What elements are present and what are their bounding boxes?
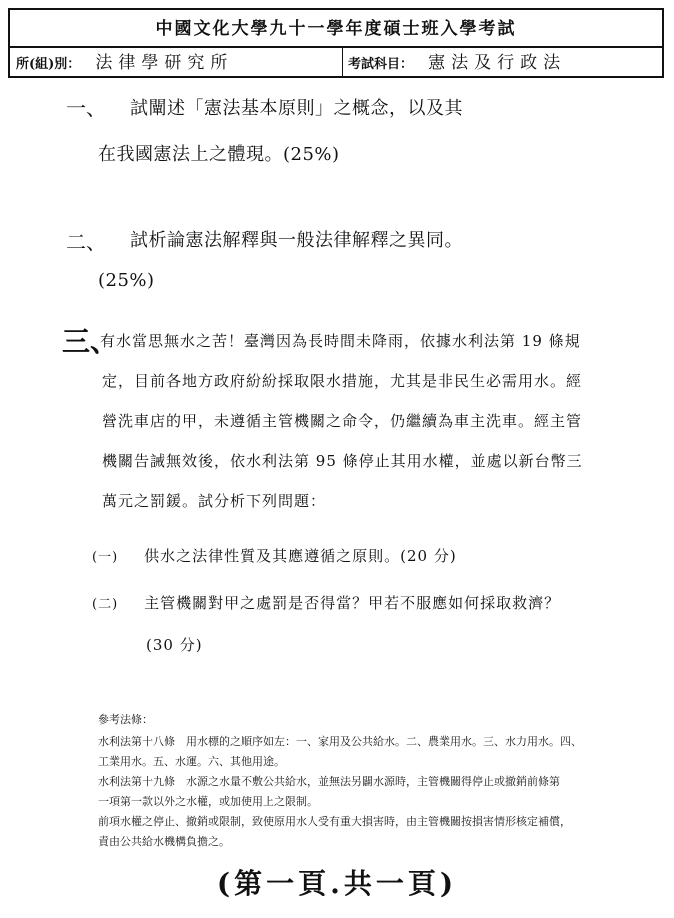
exam-header xyxy=(8,8,664,78)
question-3-sub-2 xyxy=(92,592,560,613)
reference-line-3: 水利法第十九條 水源之水量不敷公共給水，並無法另闢水源時，主管機關得停止或撤銷前條第 xyxy=(98,775,560,788)
sub-2-text: 主管機關對甲之處罰是否得當？甲若不服應如何採取救濟？ xyxy=(144,594,561,612)
question-3-body xyxy=(92,325,624,525)
question-3-line-1: 有水當思無水之苦！臺灣因為長時間未降雨，依據水利法第 19 條規 xyxy=(100,332,581,350)
question-2-number: 二、 xyxy=(66,230,106,254)
question-1-line-1: 試闡述「憲法基本原則」之概念，以及其 xyxy=(130,98,463,119)
reference-line-4: 一項第一款以外之水權，或加使用上之限制。 xyxy=(98,795,318,808)
subject-label: 考試科目： xyxy=(348,57,414,72)
question-3-number: 三、 xyxy=(62,325,119,358)
question-3-line-5: 萬元之罰鍰。試分析下列問題： xyxy=(102,492,327,510)
question-1-number: 一、 xyxy=(66,96,106,120)
question-3-line-3: 營洗車店的甲，未遵循主管機關之命令，仍繼續為車主洗車。經主管 xyxy=(102,412,583,430)
reference-line-1: 水利法第十八條 用水標的之順序如左：一、家用及公共給水。二、農業用水。三、水力用水。四、 xyxy=(98,735,582,748)
question-1-line-2: 在我國憲法上之體現。(25%) xyxy=(98,144,340,165)
question-3-line-2: 定，目前各地方政府紛紛採取限水措施，尤其是非民生必需用水。經 xyxy=(102,372,583,390)
question-3-line-4: 機關告誡無效後，依水利法第 95 條停止其用水權，並處以新台幣三 xyxy=(102,452,583,470)
question-3-sub-1 xyxy=(92,545,457,566)
reference-line-5: 前項水權之停止、撤銷或限制，致使原用水人受有重大損害時，由主管機關按損害情形核定補償， xyxy=(98,815,571,828)
subject-value: 憲法及行政法 xyxy=(428,53,567,73)
question-2-line-1: 試析論憲法解釋與一般法律解釋之異同。 xyxy=(130,230,463,251)
reference-title: 參考法條： xyxy=(98,713,153,726)
sub-2-mark: (二) xyxy=(92,597,119,612)
sub-1-mark: (一) xyxy=(92,550,119,565)
sub-2-score: (30 分) xyxy=(146,636,203,654)
department-cell xyxy=(16,48,343,78)
sub-1-text: 供水之法律性質及其應遵循之原則。(20 分) xyxy=(144,547,457,565)
department-label: 所(組)別： xyxy=(16,57,81,72)
exam-title: 中國文化大學九十一學年度碩士班入學考試 xyxy=(10,10,662,48)
department-value: 法律學研究所 xyxy=(95,53,234,73)
subject-cell xyxy=(348,48,566,78)
page-number: (第一頁.共一頁) xyxy=(216,867,458,900)
reference-line-6: 責由公共給水機構負擔之。 xyxy=(98,835,230,848)
exam-info-row xyxy=(10,48,662,78)
reference-line-2: 工業用水。五、水運。六、其他用途。 xyxy=(98,755,285,768)
question-2-line-2: (25%) xyxy=(98,270,155,291)
reference-statutes xyxy=(98,710,618,852)
